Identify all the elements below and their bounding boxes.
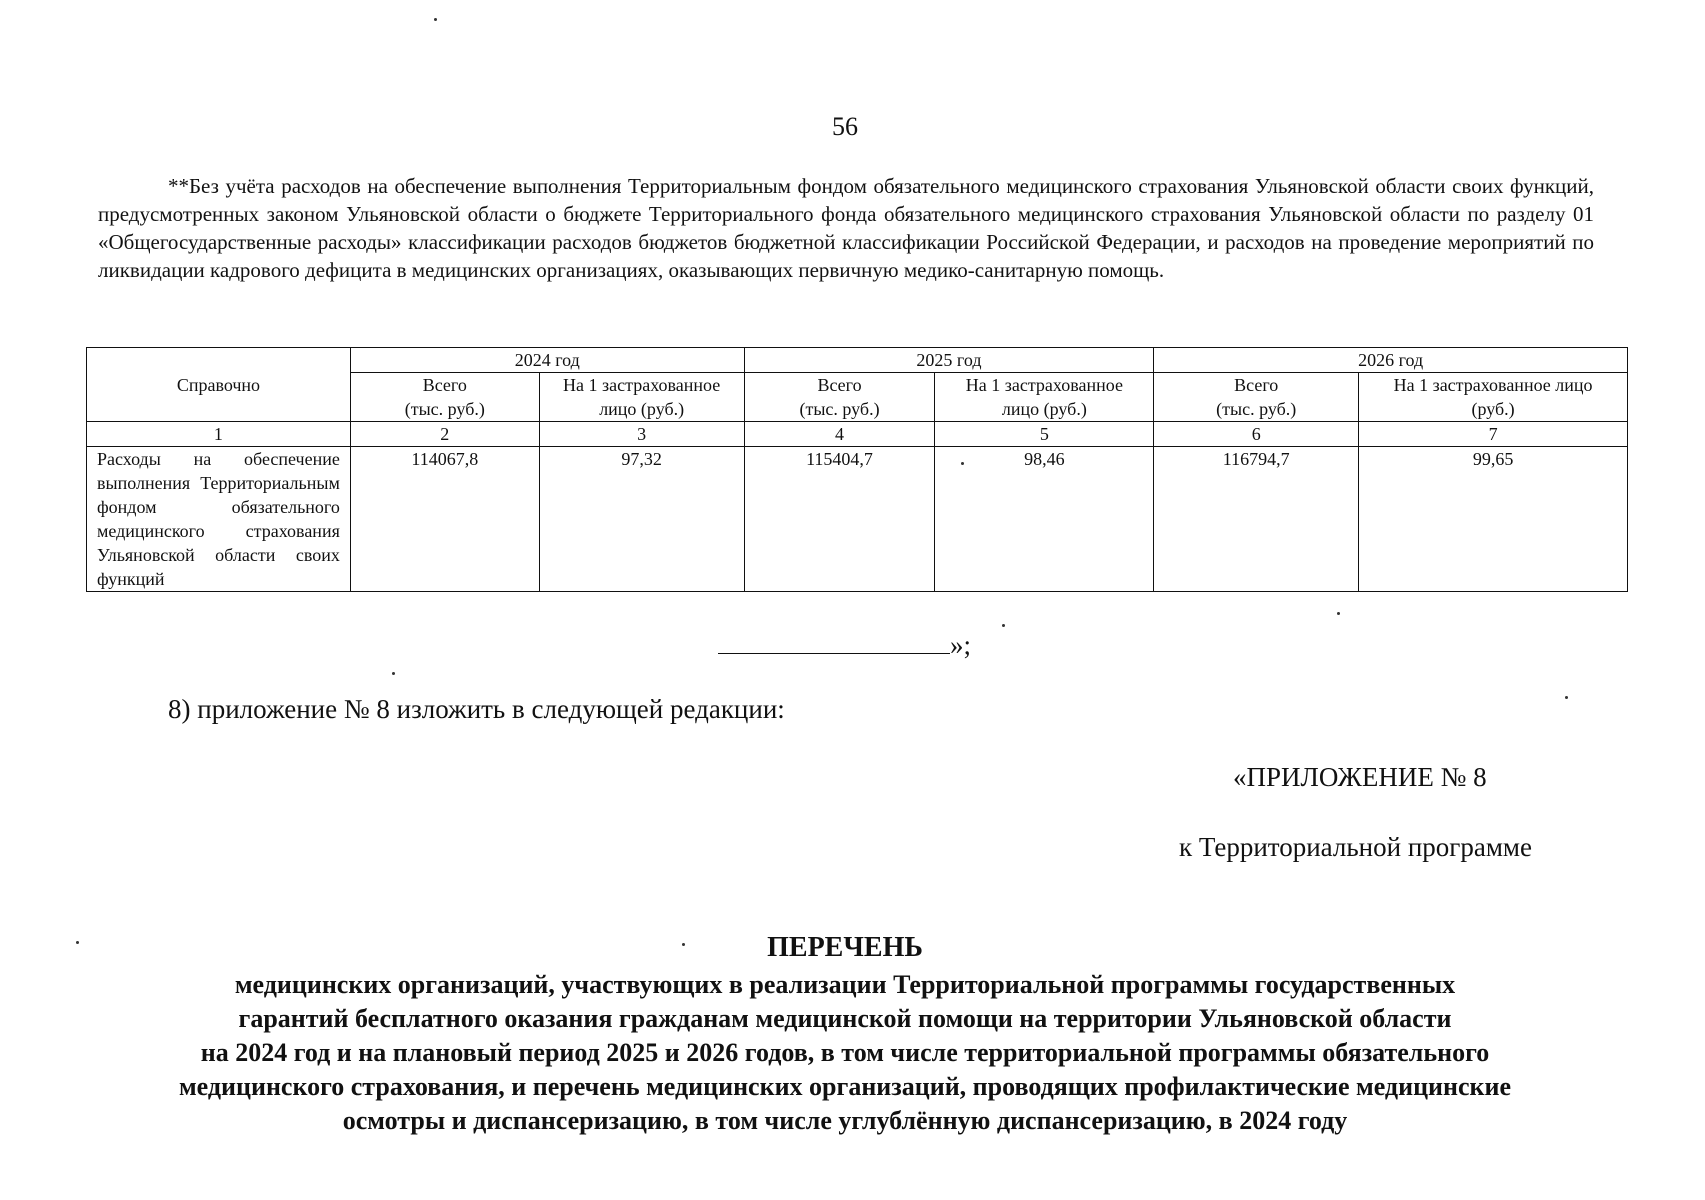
column-number: 3 — [539, 422, 744, 447]
list-title-line: на 2024 год и на плановый период 2025 и 2026 годов, в том числе территориальной программы обязательного — [200, 1038, 1490, 1067]
per-person-header-line2: (руб.) — [1471, 399, 1515, 419]
per-person-header-line1: На 1 застрахованное — [563, 375, 721, 395]
total-header-line2: (тыс. руб.) — [1216, 399, 1297, 419]
column-number: 1 — [87, 422, 351, 447]
per-person-2026-cell: 99,65 — [1359, 447, 1628, 592]
signature-line — [718, 633, 950, 654]
label-column-header: Справочно — [87, 348, 351, 422]
column-number: 2 — [350, 422, 539, 447]
total-2025-cell: 115404,7 — [744, 447, 935, 592]
column-number-row — [87, 422, 1628, 447]
column-number: 5 — [935, 422, 1154, 447]
year-header-2024: 2024 год — [350, 348, 744, 373]
closing-mark — [718, 630, 971, 661]
total-2026-cell: 116794,7 — [1154, 447, 1359, 592]
total-2024-cell: 114067,8 — [350, 447, 539, 592]
page-number: 56 — [832, 112, 858, 141]
scan-speck — [1565, 696, 1568, 699]
per-person-2025-cell: 98,46 — [935, 447, 1154, 592]
per-person-header-2026 — [1359, 373, 1628, 422]
column-number: 6 — [1154, 422, 1359, 447]
column-number: 7 — [1359, 422, 1628, 447]
footnote-text: **Без учёта расходов на обеспечение выполнения Территориальным фондом обязательного медицинского страхования Ульяновской области своих функций, предусмотренных законом Ульяновской области о бюджете Территориального фонда обязательного медицинского страхования Ульяновской области по разделу 01 «Общегосударственные расходы» классификации расходов бюджетов бюджетной классификации Российской Федерации, и расходов на проведение мероприятий по ликвидации кадрового дефицита в медицинских организациях, оказывающих первичную медико-санитарную помощь. — [98, 174, 1594, 282]
amendment-instruction: 8) приложение № 8 изложить в следующей редакции: — [168, 694, 785, 724]
list-heading: ПЕРЕЧЕНЬ — [767, 932, 923, 963]
total-header-line2: (тыс. руб.) — [799, 399, 880, 419]
closing-quote: »; — [950, 630, 972, 660]
scan-speck — [1002, 624, 1005, 627]
total-header-line1: Всего — [1234, 375, 1279, 395]
total-header-2026 — [1154, 373, 1359, 422]
table-row — [87, 447, 1628, 592]
list-title-line: медицинских организаций, участвующих в реализации Территориальной программы государственных — [234, 970, 1456, 999]
reference-expenses-table — [86, 347, 1628, 592]
total-header-2024 — [350, 373, 539, 422]
total-header-line2: (тыс. руб.) — [404, 399, 485, 419]
per-person-header-line1: На 1 застрахованное — [965, 375, 1123, 395]
list-title-line: гарантий бесплатного оказания гражданам медицинской помощи на территории Ульяновской области — [238, 1004, 1452, 1033]
per-person-header-line1: На 1 застрахованное лицо — [1393, 375, 1593, 395]
scan-speck — [392, 672, 395, 675]
per-person-2024-cell: 97,32 — [539, 447, 744, 592]
appendix-subtitle: к Территориальной программе — [1179, 832, 1532, 862]
list-title — [90, 968, 1600, 1138]
column-number: 4 — [744, 422, 935, 447]
scan-speck — [961, 462, 964, 465]
scan-speck — [434, 18, 437, 21]
list-title-line: медицинского страхования, и перечень медицинских организаций, проводящих профилактические медицинские — [178, 1072, 1512, 1101]
scan-speck — [1337, 612, 1340, 615]
list-title-line: осмотры и диспансеризацию, в том числе углублённую диспансеризацию, в 2024 году — [342, 1106, 1348, 1135]
total-header-2025 — [744, 373, 935, 422]
row-label: Расходы на обеспечение выполнения Территориальным фондом обязательного медицинского страхования Ульяновской области своих функций — [87, 447, 351, 592]
per-person-header-2024 — [539, 373, 744, 422]
total-header-line1: Всего — [422, 375, 467, 395]
scan-speck — [76, 941, 79, 944]
appendix-title: «ПРИЛОЖЕНИЕ № 8 — [1233, 762, 1487, 792]
per-person-header-line2: лицо (руб.) — [1001, 399, 1087, 419]
year-header-2026: 2026 год — [1154, 348, 1628, 373]
scan-speck — [682, 943, 685, 946]
per-person-header-line2: лицо (руб.) — [599, 399, 685, 419]
total-header-line1: Всего — [817, 375, 862, 395]
year-header-2025: 2025 год — [744, 348, 1154, 373]
per-person-header-2025 — [935, 373, 1154, 422]
